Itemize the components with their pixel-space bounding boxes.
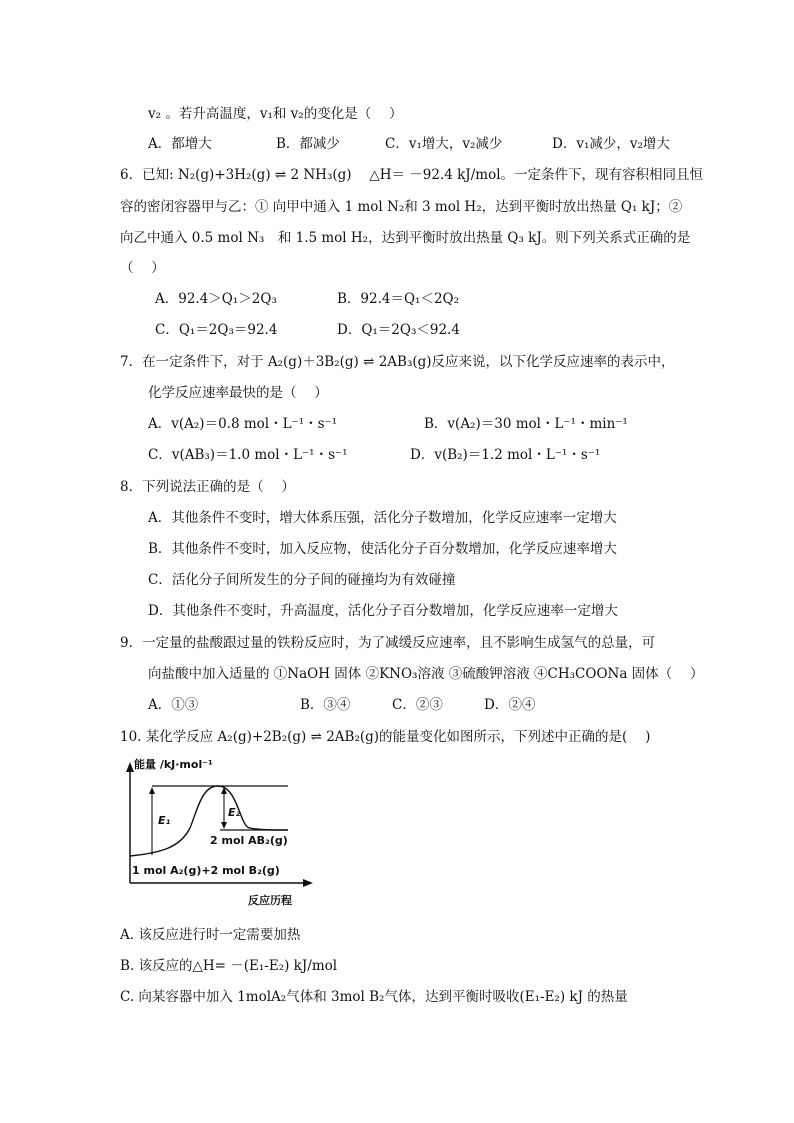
- q6-option-b: B．92.4＝Q₁＜2Q₂: [337, 291, 460, 307]
- q5-stem-tail: v₂ 。若升高温度，v₁和 v₂的变化是（ ）: [148, 106, 403, 122]
- e2-arrow-head-down: [221, 822, 227, 829]
- q10-option-a: A. 该反应进行时一定需要加热: [120, 927, 301, 943]
- q8-option-b: B．其他条件不变时，加入反应物，使活化分子百分数增加，化学反应速率增大: [148, 541, 617, 557]
- q8-option-a: A．其他条件不变时，增大体系压强，活化分子数增加，化学反应速率一定增大: [148, 510, 617, 526]
- product-label: 2 mol AB₂(g): [210, 834, 288, 847]
- q10-stem: 10. 某化学反应 A₂(g)+2B₂(g) ⇌ 2AB₂(g)的能量变化如图所示，下列述中正确的是( ): [120, 729, 651, 745]
- q8-option-c: C．活化分子间所发生的分子间的碰撞均为有效碰撞: [148, 572, 456, 588]
- q8-option-d: D．其他条件不变时，升高温度，活化分子百分数增加，化学反应速率一定增大: [148, 603, 618, 619]
- q8-stem: 8．下列说法正确的是（ ）: [120, 479, 295, 495]
- q6-stem-line-4: （ ）: [120, 260, 165, 276]
- q6-option-a: A．92.4＞Q₁＞2Q₃: [155, 291, 277, 307]
- q7-stem-line-2: 化学反应速率最快的是（ ）: [148, 385, 328, 401]
- q7-option-c: C．v(AB₃)＝1.0 mol・L⁻¹・s⁻¹: [148, 447, 348, 463]
- q9-stem-line-2: 向盐酸中加入适量的 ①NaOH 固体 ②KNO₃溶液 ③硫酸钾溶液 ④CH₃COONa 固体（ ）: [148, 666, 704, 682]
- q7-option-b: B．v(A₂)＝30 mol・L⁻¹・min⁻¹: [424, 416, 628, 432]
- q5-option-a: A．都增大: [148, 136, 212, 152]
- q6-stem-line-2: 容的密闭容器甲与乙：① 向甲中通入 1 mol N₂和 3 mol H₂，达到平衡时放出热量 Q₁ kJ；②: [120, 199, 683, 215]
- q9-option-d: D．②④: [484, 697, 536, 713]
- q10-option-b: B. 该反应的△H= －(E₁-E₂) kJ/mol: [120, 958, 338, 974]
- x-axis-arrow: [303, 879, 313, 887]
- q10-option-c: C. 向某容器中加入 1molA₂气体和 3mol B₂气体，达到平衡时吸收(E₁-E₂) kJ 的热量: [120, 989, 628, 1005]
- y-axis-arrow: [126, 762, 134, 772]
- q6-stem-line-1: 6．已知: N₂(g)+3H₂(g) ⇌ 2 NH₃(g) △H＝ －92.4 kJ/mol。一定条件下，现有容积相同且恒: [120, 167, 704, 183]
- q7-stem-line-1: 7．在一定条件下，对于 A₂(g)＋3B₂(g) ⇌ 2AB₃(g)反应来说，以下化学反应速率的表示中，: [120, 354, 675, 370]
- q6-stem-line-3: 向乙中通入 0.5 mol N₃ 和 1.5 mol H₂，达到平衡时放出热量 Q₃ kJ。则下列关系式正确的是: [120, 230, 691, 246]
- q9-option-c: C．②③: [392, 697, 443, 713]
- q7-option-a: A．v(A₂)＝0.8 mol・L⁻¹・s⁻¹: [148, 416, 338, 432]
- q6-option-c: C．Q₁＝2Q₃＝92.4: [155, 322, 278, 338]
- q5-option-b: B．都减少: [276, 136, 340, 152]
- x-axis-label: 反应历程: [248, 894, 292, 907]
- q7-option-d: D．v(B₂)＝1.2 mol・L⁻¹・s⁻¹: [410, 447, 601, 463]
- y-axis-label: 能量 /kJ·mol⁻¹: [134, 758, 213, 771]
- q6-option-d: D．Q₁＝2Q₃＜92.4: [337, 322, 460, 338]
- q5-option-d: D．v₁减少，v₂增大: [552, 136, 670, 152]
- e1-arrow-head: [149, 787, 155, 794]
- e1-label: E₁: [158, 814, 171, 827]
- q9-stem-line-1: 9．一定量的盐酸跟过量的铁粉反应时，为了减缓反应速率，且不影响生成氢气的总量，可: [120, 635, 656, 651]
- q5-option-c: C．v₁增大，v₂减少: [385, 136, 503, 152]
- reactant-label: 1 mol A₂(g)+2 mol B₂(g): [132, 864, 280, 877]
- energy-diagram: [120, 758, 320, 918]
- q9-option-b: B．③④: [300, 697, 351, 713]
- q9-option-a: A．①③: [148, 697, 199, 713]
- e2-label: E₂: [228, 806, 241, 819]
